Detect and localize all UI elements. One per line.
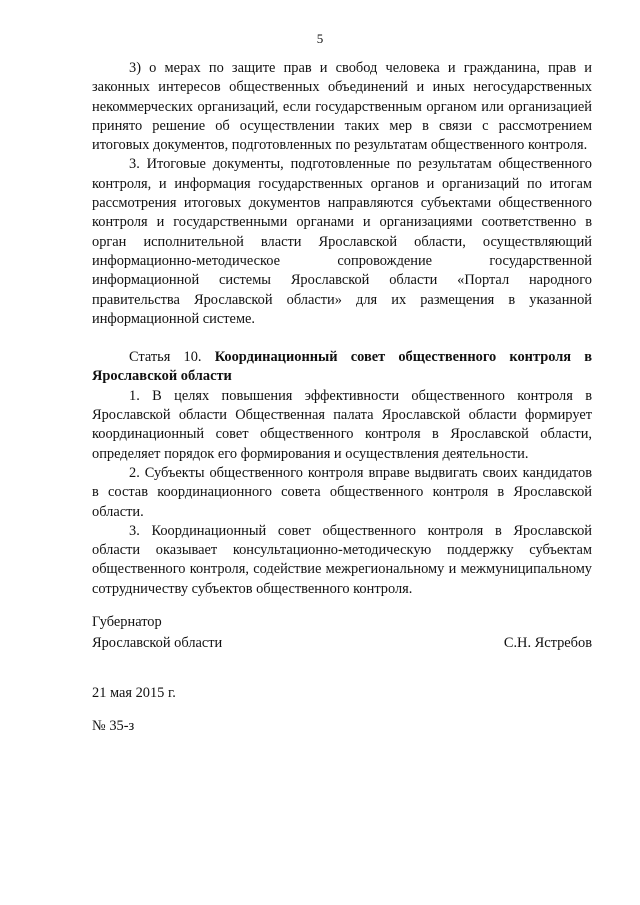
article-paragraph-2: 2. Субъекты общественного контроля вправе выдвигать своих кандидатов в состав координационного совета общественного контроля в Ярославской области. bbox=[92, 464, 592, 520]
signer-name: С.Н. Ястребов bbox=[503, 635, 592, 651]
page-number: 5 bbox=[316, 31, 324, 46]
signature-row bbox=[92, 633, 592, 654]
document-body bbox=[92, 59, 592, 599]
document-date: 21 мая 2015 г. bbox=[92, 685, 176, 701]
paragraph-part-3: 3. Итоговые документы, подготовленные по результатам общественного контроля, и информация государственных органов и организаций по итогам рассмотрения итоговых документов направляются субъектами общественного контроля и государственными органами и организациями соответственно в орган исполнительной власти Ярославской области, осуществляющий информационно-методическое сопровождение государственной информационной системы Ярославской области «Портал народного правительства Ярославской области» для их размещения в указанной информационной системе. bbox=[92, 156, 592, 327]
signer-position-line1: Губернатор bbox=[92, 614, 162, 630]
article-paragraph-1: 1. В целях повышения эффективности общественного контроля в Ярославской области Общественная палата Ярославской области формирует координационный совет общественного контроля в Ярославской области, определяет порядок его формирования и осуществления деятельности. bbox=[92, 387, 592, 462]
article-prefix: Статья 10. bbox=[129, 349, 215, 366]
signer-position-line2: Ярославской области bbox=[92, 635, 223, 651]
paragraph-item-3: 3) о мерах по защите прав и свобод человека и гражданина, прав и законных интересов общественных объединений и иных негосударственных некоммерческих организаций, если государственным органом или организацией принято решение об осуществлении таких мер в связи с рассмотрением итоговых документов, подготовленных по результатам общественного контроля. bbox=[92, 60, 592, 154]
article-heading bbox=[92, 348, 592, 387]
article-paragraph-3: 3. Координационный совет общественного контроля в Ярославской области оказывает консультационно-методическую поддержку субъектам общественного контроля, содействие межрегиональному и межмуниципальному сотрудничеству субъектов общественного контроля. bbox=[92, 522, 592, 597]
law-number: № 35-з bbox=[92, 718, 135, 734]
article-title: Координационный совет общественного контроля в Ярославской области bbox=[92, 349, 592, 385]
signature-block bbox=[92, 612, 592, 654]
